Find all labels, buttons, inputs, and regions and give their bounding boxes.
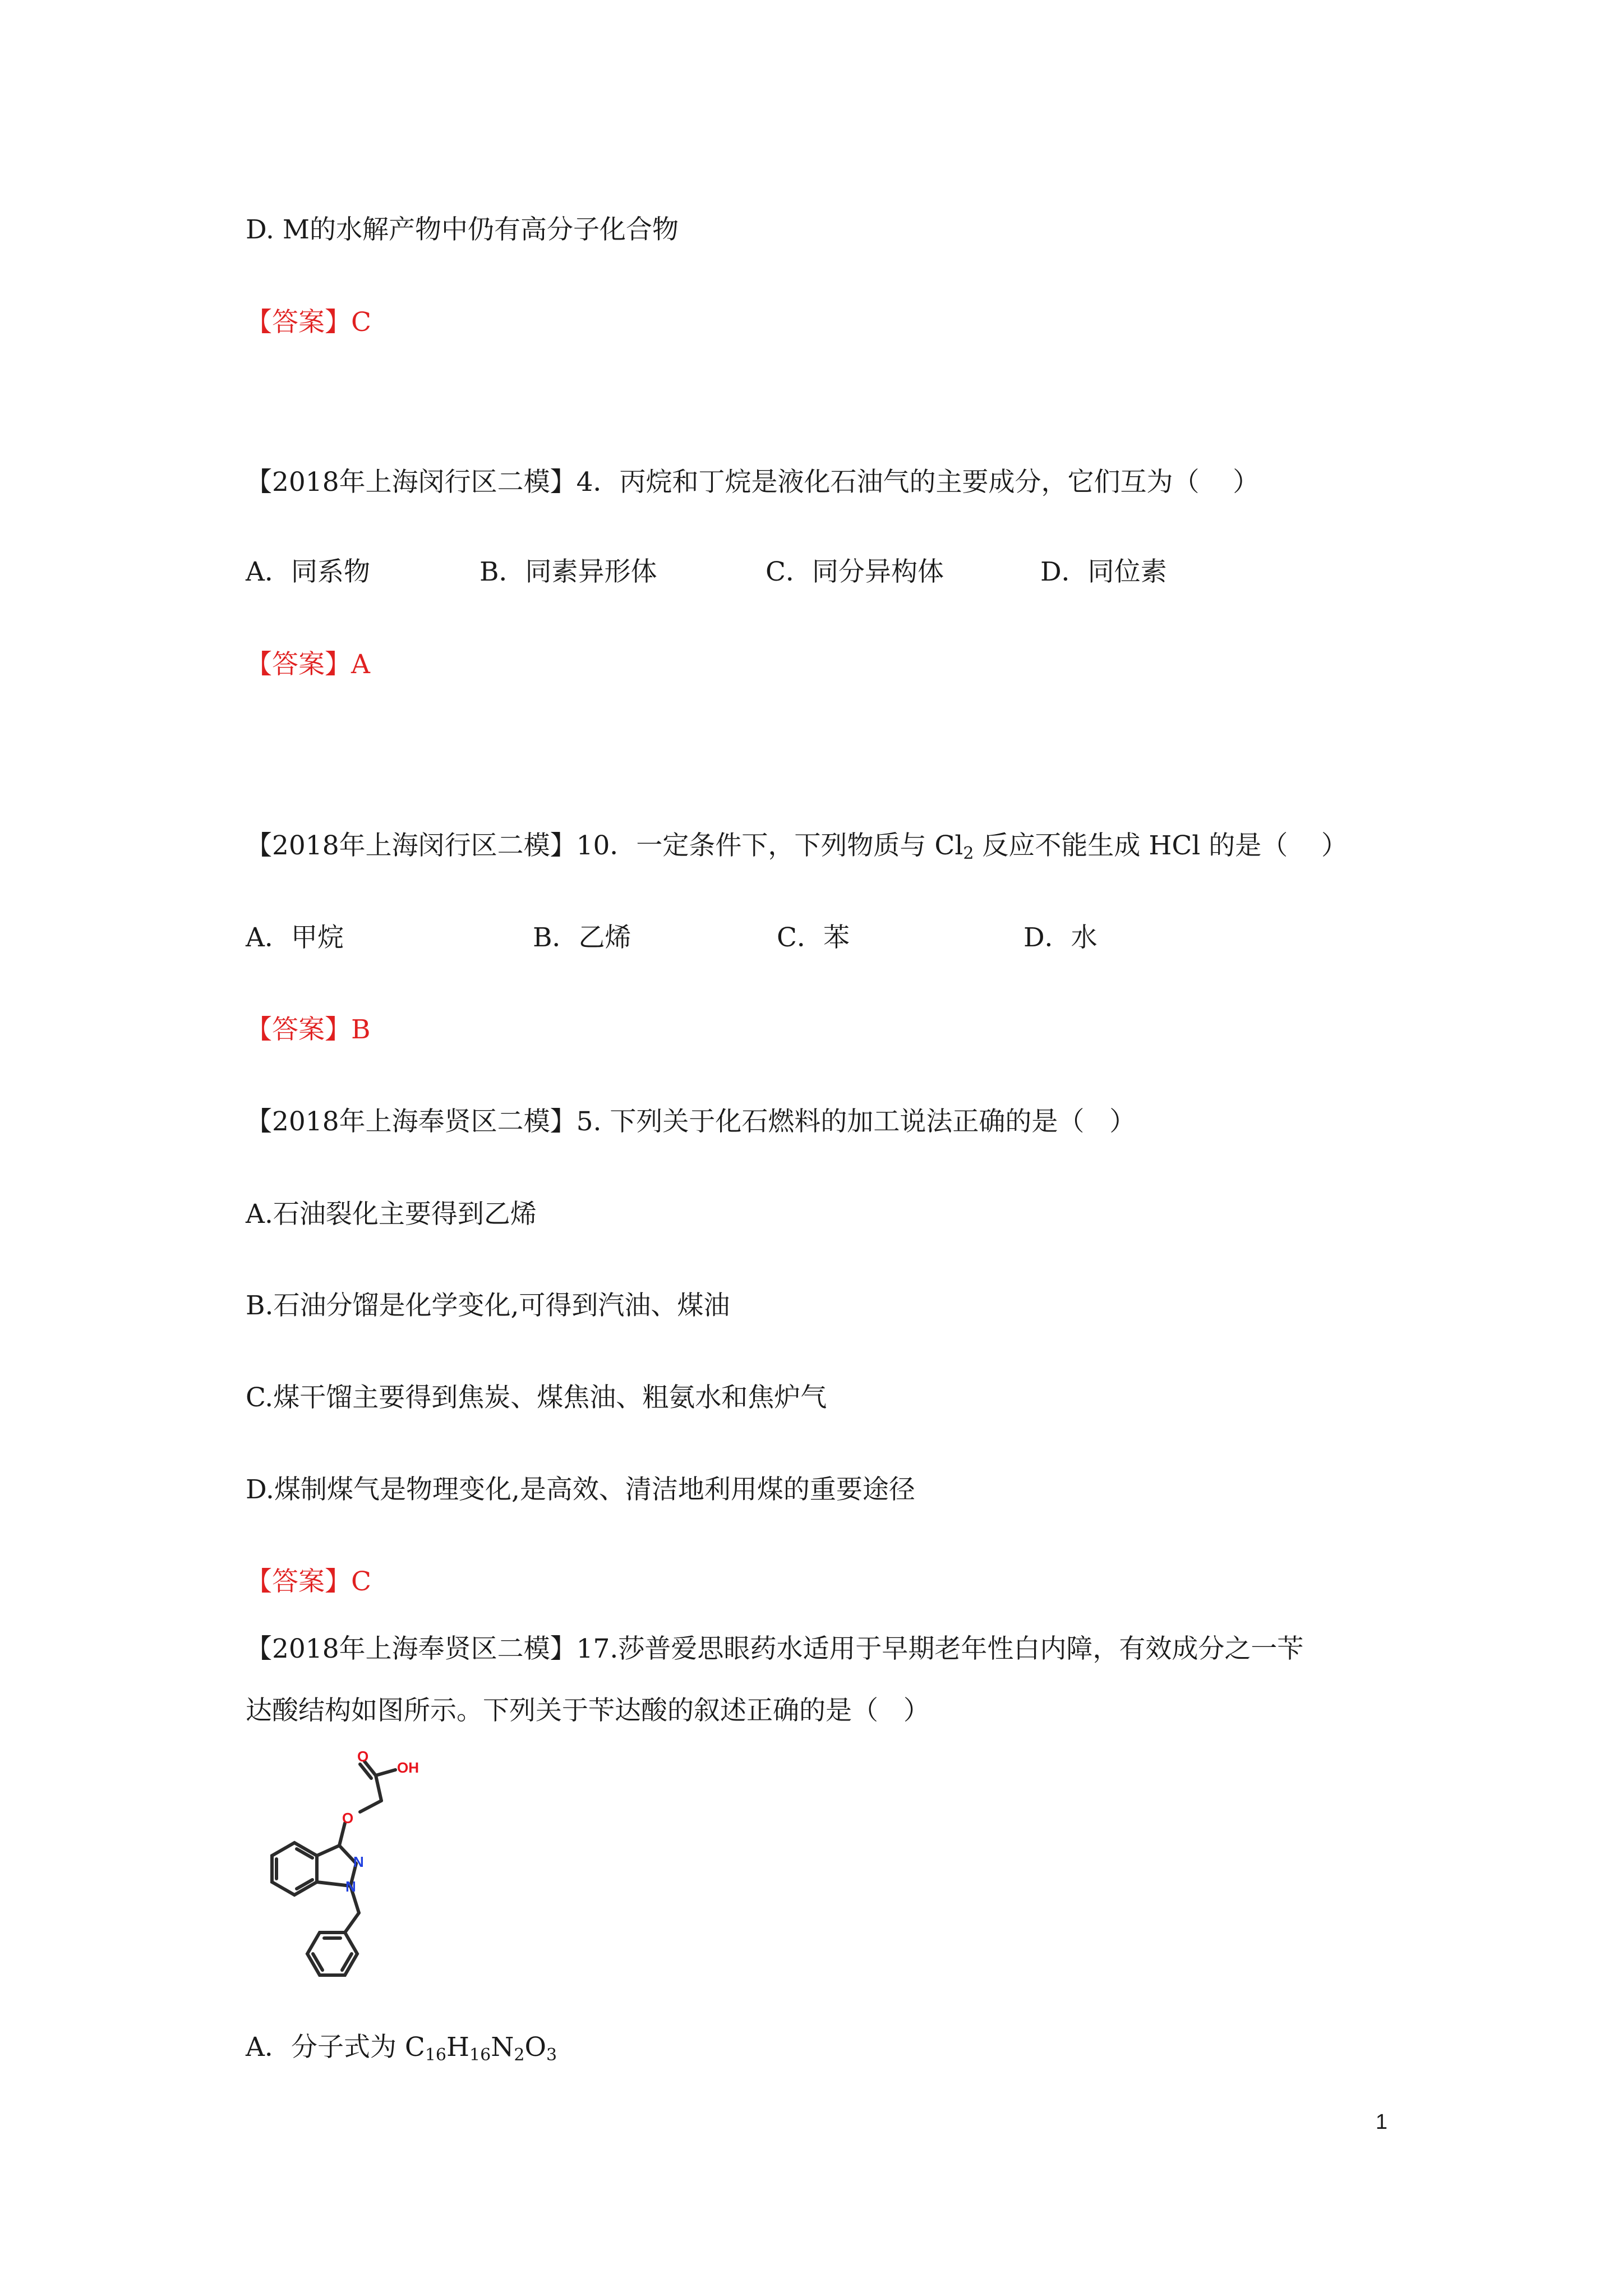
q5-option-b: B.石油分馏是化学变化,可得到汽油、煤油 [246,1290,730,1321]
q10-stem-text-end: 反应不能生成 HCl 的是（ ） [974,830,1348,861]
q10-option-b: B．乙烯 [533,922,631,953]
q5-option-c: C.煤干馏主要得到焦炭、煤焦油、粗氨水和焦炉气 [246,1382,827,1413]
q10-option-a: A．甲烷 [246,922,344,953]
formula-element: O [524,2032,546,2063]
q17-stem-line2: 达酸结构如图所示。下列关于苄达酸的叙述正确的是（ ） [246,1695,930,1726]
structure-nitrogen-2: N [353,1853,364,1870]
structure-oxygen-carbonyl: O [357,1748,369,1765]
q4-stem: 【2018年上海闵行区二模】4．丙烷和丁烷是液化石油气的主要成分，它们互为（ ） [246,467,1260,498]
q4-option-b: B．同素异形体 [479,556,657,587]
molecular-formula [425,2032,557,2063]
q10-option-c: C．苯 [777,922,850,953]
q3-answer: 【答案】C [246,307,371,338]
q10-answer: 【答案】B [246,1014,371,1045]
q5-option-d: D.煤制煤气是物理变化,是高效、清洁地利用煤的重要途径 [246,1474,915,1505]
q5-answer: 【答案】C [246,1566,371,1597]
formula-subscript: 16 [425,2045,447,2065]
page-number: 1 [1375,2110,1387,2134]
structure-nitrogen-1: N [345,1878,356,1895]
q5-stem: 【2018年上海奉贤区二模】5. 下列关于化石燃料的加工说法正确的是（ ） [246,1106,1136,1137]
formula-subscript: 2 [514,2045,525,2065]
q5-option-a: A.石油裂化主要得到乙烯 [246,1199,537,1230]
chemical-structure [241,1739,454,1997]
q10-stem [246,829,1348,871]
q4-option-c: C．同分异构体 [766,556,944,587]
formula-subscript: 16 [469,2045,491,2065]
q17-option-a [246,2031,557,2072]
structure-oxygen-ether: O [342,1810,354,1826]
formula-element: H [446,2032,470,2063]
q10-option-d: D．水 [1023,922,1098,953]
q10-stem-text: 【2018年上海闵行区二模】10．一定条件下，下列物质与 Cl [246,830,963,861]
structure-hydroxyl: OH [397,1759,419,1776]
q17-option-a-text: A．分子式为 C [246,2032,425,2063]
formula-subscript: 3 [546,2045,557,2065]
q4-option-d: D．同位素 [1040,556,1167,587]
q3-option-d: D. M的水解产物中仍有高分子化合物 [246,214,679,245]
q10-stem-subscript: 2 [963,844,974,863]
formula-element: N [491,2032,514,2063]
q4-option-a: A．同系物 [246,556,370,587]
q17-stem-line1: 【2018年上海奉贤区二模】17.莎普爱思眼药水适用于早期老年性白内障，有效成分之一苄 [246,1634,1304,1664]
q4-answer: 【答案】A [246,649,370,680]
